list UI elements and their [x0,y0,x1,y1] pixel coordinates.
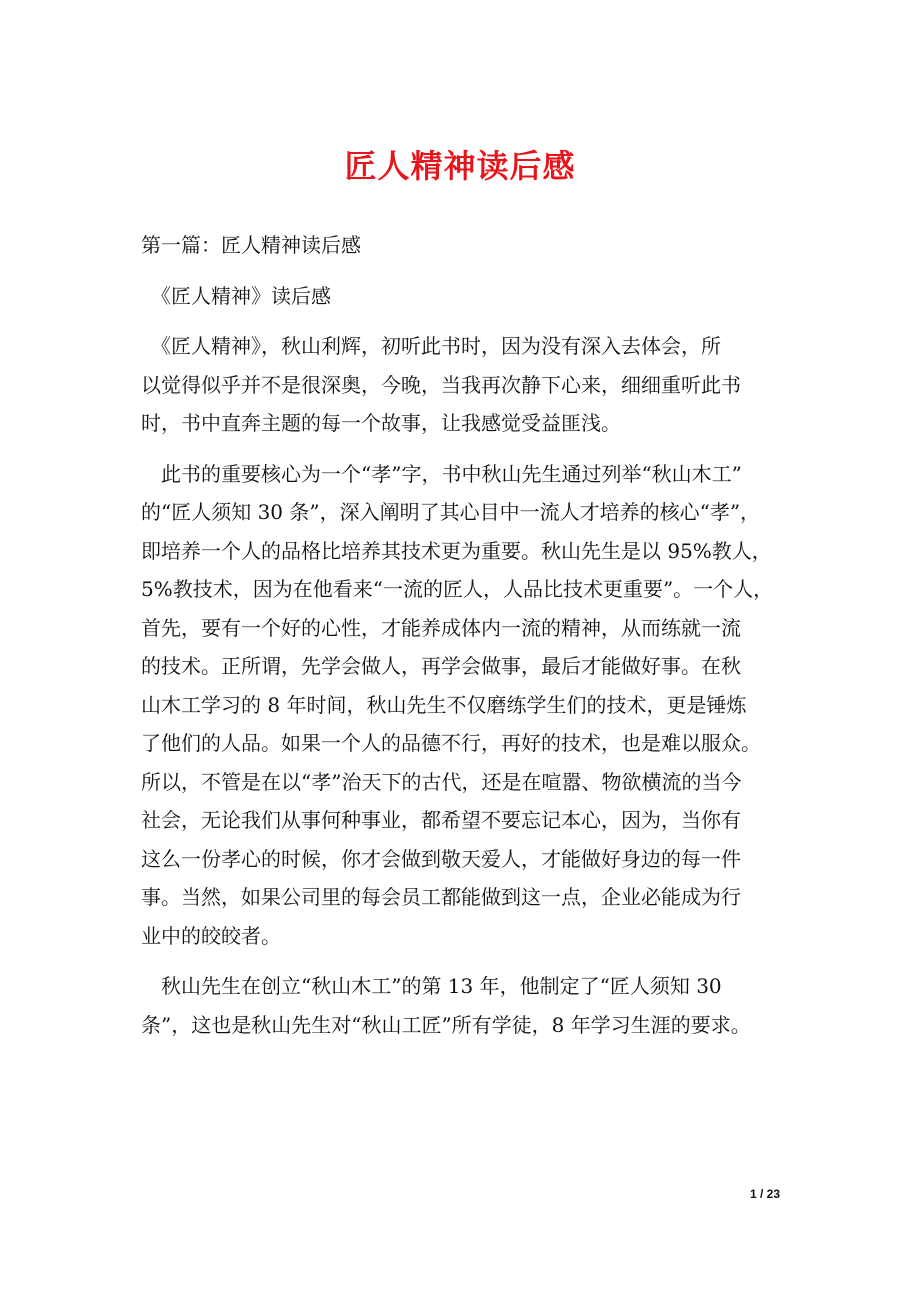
page-indicator: 1 / 23 [749,1187,780,1201]
paragraph-line: 社会，无论我们从事何种事业，都希望不要忘记本心，因为，当你有 [141,808,741,832]
paragraph-line: 以觉得似乎并不是很深奥，今晚，当我再次静下心来，细细重听此书 [141,372,741,397]
section-heading: 第一篇：匠人精神读后感 [141,233,361,257]
paragraph-line: 这么一份孝心的时候，你才会做到敬天爱人，才能做好身边的每一件 [141,846,741,871]
paragraph-line: 此书的重要核心为一个“孝”字，书中秋山先生通过列举“秋山木工” [141,461,742,486]
paragraph-line: 的技术。正所谓，先学会做人，再学会做事，最后才能做好事。在秋 [141,654,741,678]
paragraph-line: 业中的皎皎者。 [141,923,281,948]
paragraph-line: 5%教技术，因为在他看来“一流的匠人，人品比技术更重要”。一个人， [141,577,774,601]
paragraph-line: 首先，要有一个好的心性，才能养成体内一流的精神，从而练就一流 [141,615,741,640]
paragraph-line: 《匠人精神》，秋山利辉，初听此书时，因为没有深入去体会，所 [141,334,721,358]
paragraph-line: 的“匠人须知 30 条”，深入阐明了其心目中一流人才培养的核心“孝”， [141,500,761,524]
paragraph-line: 秋山先生在创立“秋山木工”的第 13 年，他制定了“匠人须知 30 [141,974,722,998]
paragraph-line: 所以，不管是在以“孝”治天下的古代，还是在喧嚣、物欲横流的当今 [141,769,742,794]
document-title: 匠人精神读后感 [344,147,576,185]
paragraph-line: 了他们的人品。如果一个人的品德不行，再好的技术，也是难以服众。 [141,731,761,755]
paragraph-line: 条”，这也是秋山先生对“秋山工匠”所有学徒，8 年学习生涯的要求。 [141,1012,751,1037]
subheading: 《匠人精神》读后感 [141,283,331,308]
paragraph-line: 事。当然，如果公司里的每会员工都能做到这一点，企业必能成为行 [141,885,741,909]
paragraph-line: 即培养一个人的品格比培养其技术更为重要。秋山先生是以 95%教人， [141,538,772,563]
paragraph-line: 山木工学习的 8 年时间，秋山先生不仅磨练学生们的技术，更是锤炼 [141,692,747,717]
document-body [141,226,786,1044]
paragraph-line: 时，书中直奔主题的每一个故事，让我感觉受益匪浅。 [141,411,621,435]
